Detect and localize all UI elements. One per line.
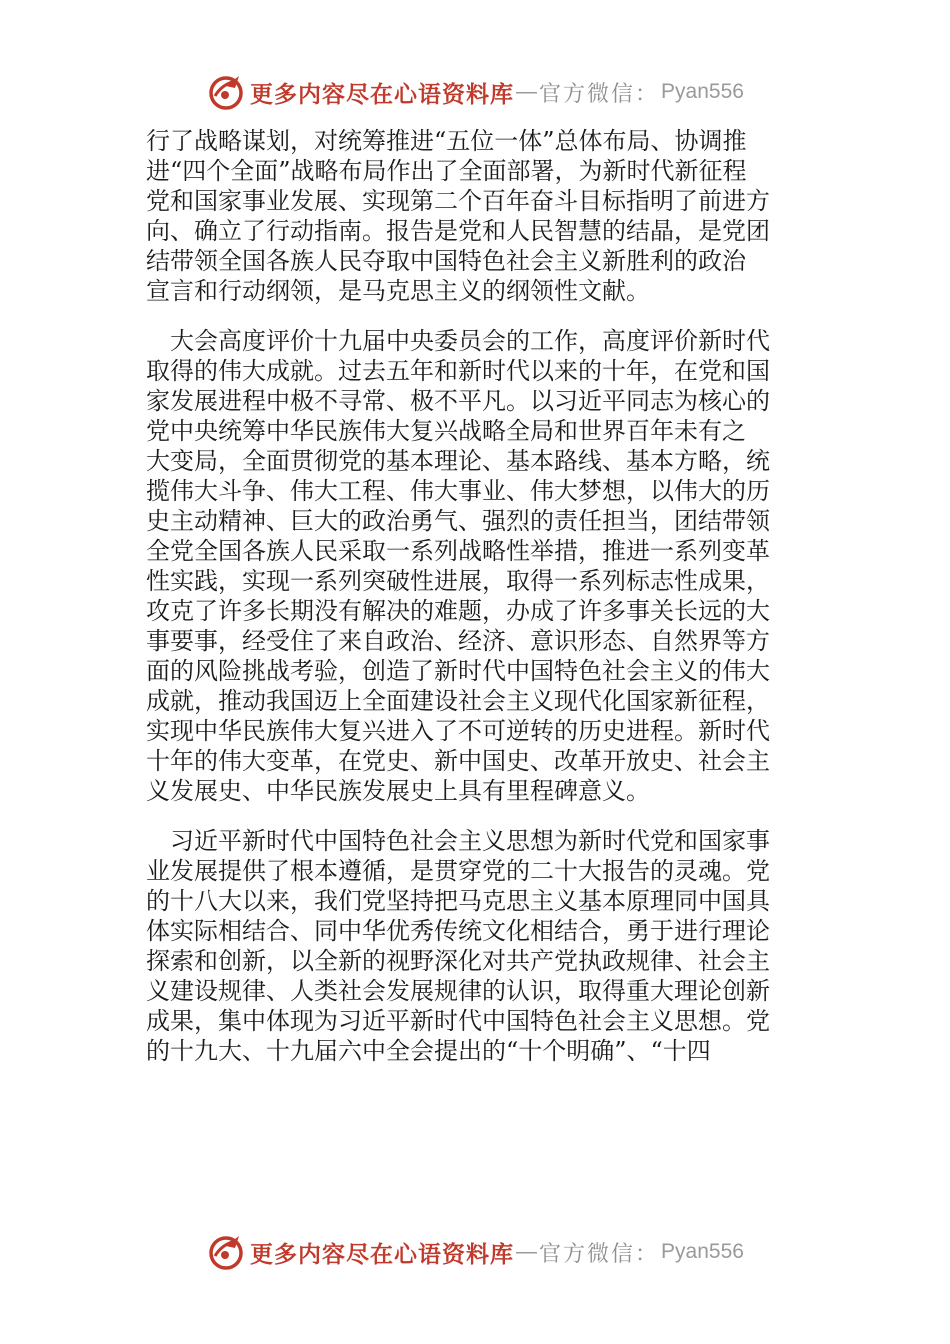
header-banner xyxy=(0,70,950,114)
paragraph-gap xyxy=(146,806,802,826)
text-line: 事要事，经受住了来自政治、经济、意识形态、自然界等方 xyxy=(146,627,770,655)
text-line: 义建设规律、人类社会发展规律的认识，取得重大理论创新 xyxy=(146,977,770,1005)
text-line: 宣言和行动纲领，是马克思主义的纲领性文献。 xyxy=(146,277,650,305)
text-line: 大会高度评价十九届中央委员会的工作，高度评价新时代 xyxy=(146,327,770,355)
footer-banner xyxy=(0,1230,950,1274)
text-line: 结带领全国各族人民夺取中国特色社会主义新胜利的政治 xyxy=(146,247,746,275)
paragraph-gap xyxy=(146,306,802,326)
text-line: 探索和创新，以全新的视野深化对共产党执政规律、社会主 xyxy=(146,947,770,975)
text-line: 的十九大、十九届六中全会提出的“十个明确”、“十四 xyxy=(146,1037,711,1065)
brand-logo-icon xyxy=(206,1232,246,1272)
text-line: 十年的伟大变革，在党史、新中国史、改革开放史、社会主 xyxy=(146,747,770,775)
text-line: 进“四个全面”战略布局作出了全面部署，为新时代新征程 xyxy=(146,157,747,185)
text-line: 的十八大以来，我们党坚持把马克思主义基本原理同中国具 xyxy=(146,887,770,915)
text-line: 党和国家事业发展、实现第二个百年奋斗目标指明了前进方 xyxy=(146,187,770,215)
banner-dash: — xyxy=(515,79,539,105)
banner-content xyxy=(206,1232,744,1272)
text-line: 业发展提供了根本遵循，是贯穿党的二十大报告的灵魂。党 xyxy=(146,857,770,885)
text-line: 习近平新时代中国特色社会主义思想为新时代党和国家事 xyxy=(146,827,770,855)
brand-logo-icon xyxy=(206,72,246,112)
document-body xyxy=(146,126,802,1066)
text-line: 党中央统筹中华民族伟大复兴战略全局和世界百年未有之 xyxy=(146,417,746,445)
text-line: 性实践，实现一系列突破性进展，取得一系列标志性成果， xyxy=(146,567,770,595)
text-line: 行了战略谋划，对统筹推进“五位一体”总体布局、协调推 xyxy=(146,127,747,155)
text-line: 取得的伟大成就。过去五年和新时代以来的十年，在党和国 xyxy=(146,357,770,385)
text-line: 成果，集中体现为习近平新时代中国特色社会主义思想。党 xyxy=(146,1007,770,1035)
text-line: 大变局，全面贯彻党的基本理论、基本路线、基本方略，统 xyxy=(146,447,770,475)
text-line: 义发展史、中华民族发展史上具有里程碑意义。 xyxy=(146,777,650,805)
paragraph-2 xyxy=(146,326,802,806)
text-line: 成就，推动我国迈上全面建设社会主义现代化国家新征程， xyxy=(146,687,770,715)
text-line: 实现中华民族伟大复兴进入了不可逆转的历史进程。新时代 xyxy=(146,717,770,745)
text-line: 揽伟大斗争、伟大工程、伟大事业、伟大梦想，以伟大的历 xyxy=(146,477,770,505)
wechat-label: 官方微信： xyxy=(539,81,660,107)
banner-title: 更多内容尽在心语资料库 xyxy=(250,80,515,108)
text-line: 史主动精神、巨大的政治勇气、强烈的责任担当，团结带领 xyxy=(146,507,770,535)
text-line: 家发展进程中极不寻常、极不平凡。以习近平同志为核心的 xyxy=(146,387,770,415)
text-line: 体实际相结合、同中华优秀传统文化相结合，勇于进行理论 xyxy=(146,917,770,945)
text-line: 面的风险挑战考验，创造了新时代中国特色社会主义的伟大 xyxy=(146,657,770,685)
text-line: 全党全国各族人民采取一系列战略性举措，推进一系列变革 xyxy=(146,537,770,565)
wechat-id: Pyan556 xyxy=(661,80,744,103)
text-line: 向、确立了行动指南。报告是党和人民智慧的结晶，是党团 xyxy=(146,217,770,245)
text-line: 攻克了许多长期没有解决的难题，办成了许多事关长远的大 xyxy=(146,597,770,625)
banner-content xyxy=(206,72,744,112)
wechat-label: 官方微信： xyxy=(539,1241,660,1267)
paragraph-1 xyxy=(146,126,802,306)
banner-title: 更多内容尽在心语资料库 xyxy=(250,1240,515,1268)
banner-dash: — xyxy=(515,1239,539,1265)
paragraph-3 xyxy=(146,826,802,1066)
wechat-id: Pyan556 xyxy=(661,1240,744,1263)
